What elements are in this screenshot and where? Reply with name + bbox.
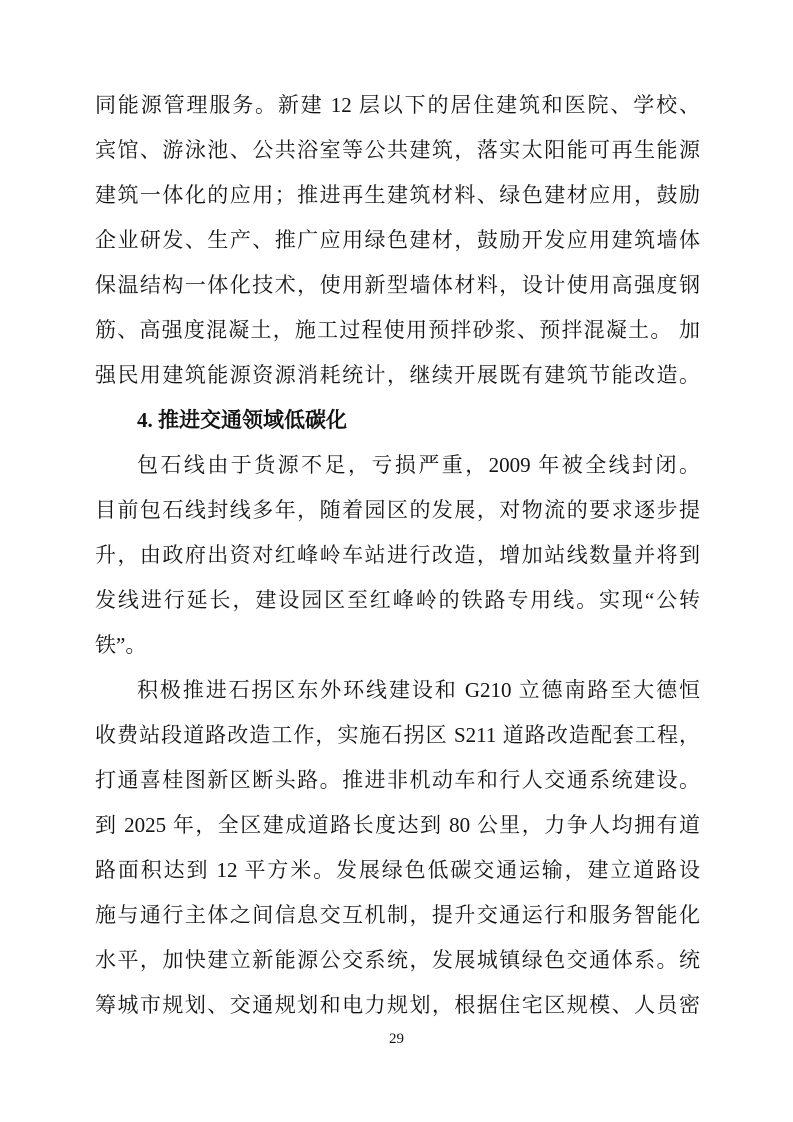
- text-line: 同能源管理服务。新建 12 层以下的居住建筑和医院、学校、: [95, 93, 700, 117]
- section-heading: 4. 推进交通领域低碳化: [137, 408, 347, 432]
- text-line: 企业研发、生产、推广应用绿色建材，鼓励开发应用建筑墙体: [95, 228, 700, 252]
- document-body: [95, 83, 700, 1028]
- text-line: 到 2025 年，全区建成道路长度达到 80 公里，力争人均拥有道: [95, 813, 700, 837]
- text-line: 升，由政府出资对红峰岭车站进行改造，增加站线数量并将到: [95, 543, 700, 567]
- text-line: 筹城市规划、交通规划和电力规划，根据住宅区规模、人员密: [95, 993, 700, 1017]
- page-number: 29: [389, 1031, 404, 1047]
- text-line: 收费站段道路改造工作，实施石拐区 S211 道路改造配套工程，: [95, 723, 700, 747]
- text-line: 打通喜桂图新区断头路。推进非机动车和行人交通系统建设。: [95, 768, 700, 792]
- text-line: 包石线由于货源不足，亏损严重，2009 年被全线封闭。: [137, 453, 700, 477]
- text-line: 发线进行延长，建设园区至红峰岭的铁路专用线。实现“公转: [95, 588, 700, 612]
- text-line: 筋、高强度混凝土，施工过程使用预拌砂浆、预拌混凝土。 加: [95, 318, 700, 342]
- text-line: 强民用建筑能源资源消耗统计，继续开展既有建筑节能改造。: [95, 363, 700, 387]
- text-line: 铁”。: [95, 633, 147, 657]
- text-line: 积极推进石拐区东外环线建设和 G210 立德南路至大德恒: [137, 678, 700, 702]
- text-line: 目前包石线封线多年，随着园区的发展，对物流的要求逐步提: [95, 498, 700, 522]
- text-line: 保温结构一体化技术，使用新型墙体材料，设计使用高强度钢: [95, 273, 700, 297]
- text-line: 宾馆、游泳池、公共浴室等公共建筑，落实太阳能可再生能源: [95, 138, 700, 162]
- text-line: 路面积达到 12 平方米。发展绿色低碳交通运输，建立道路设: [95, 858, 700, 882]
- text-line: 水平，加快建立新能源公交系统，发展城镇绿色交通体系。统: [95, 948, 700, 972]
- text-line: 施与通行主体之间信息交互机制，提升交通运行和服务智能化: [95, 903, 700, 927]
- text-line: 建筑一体化的应用；推进再生建筑材料、绿色建材应用，鼓励: [95, 183, 700, 207]
